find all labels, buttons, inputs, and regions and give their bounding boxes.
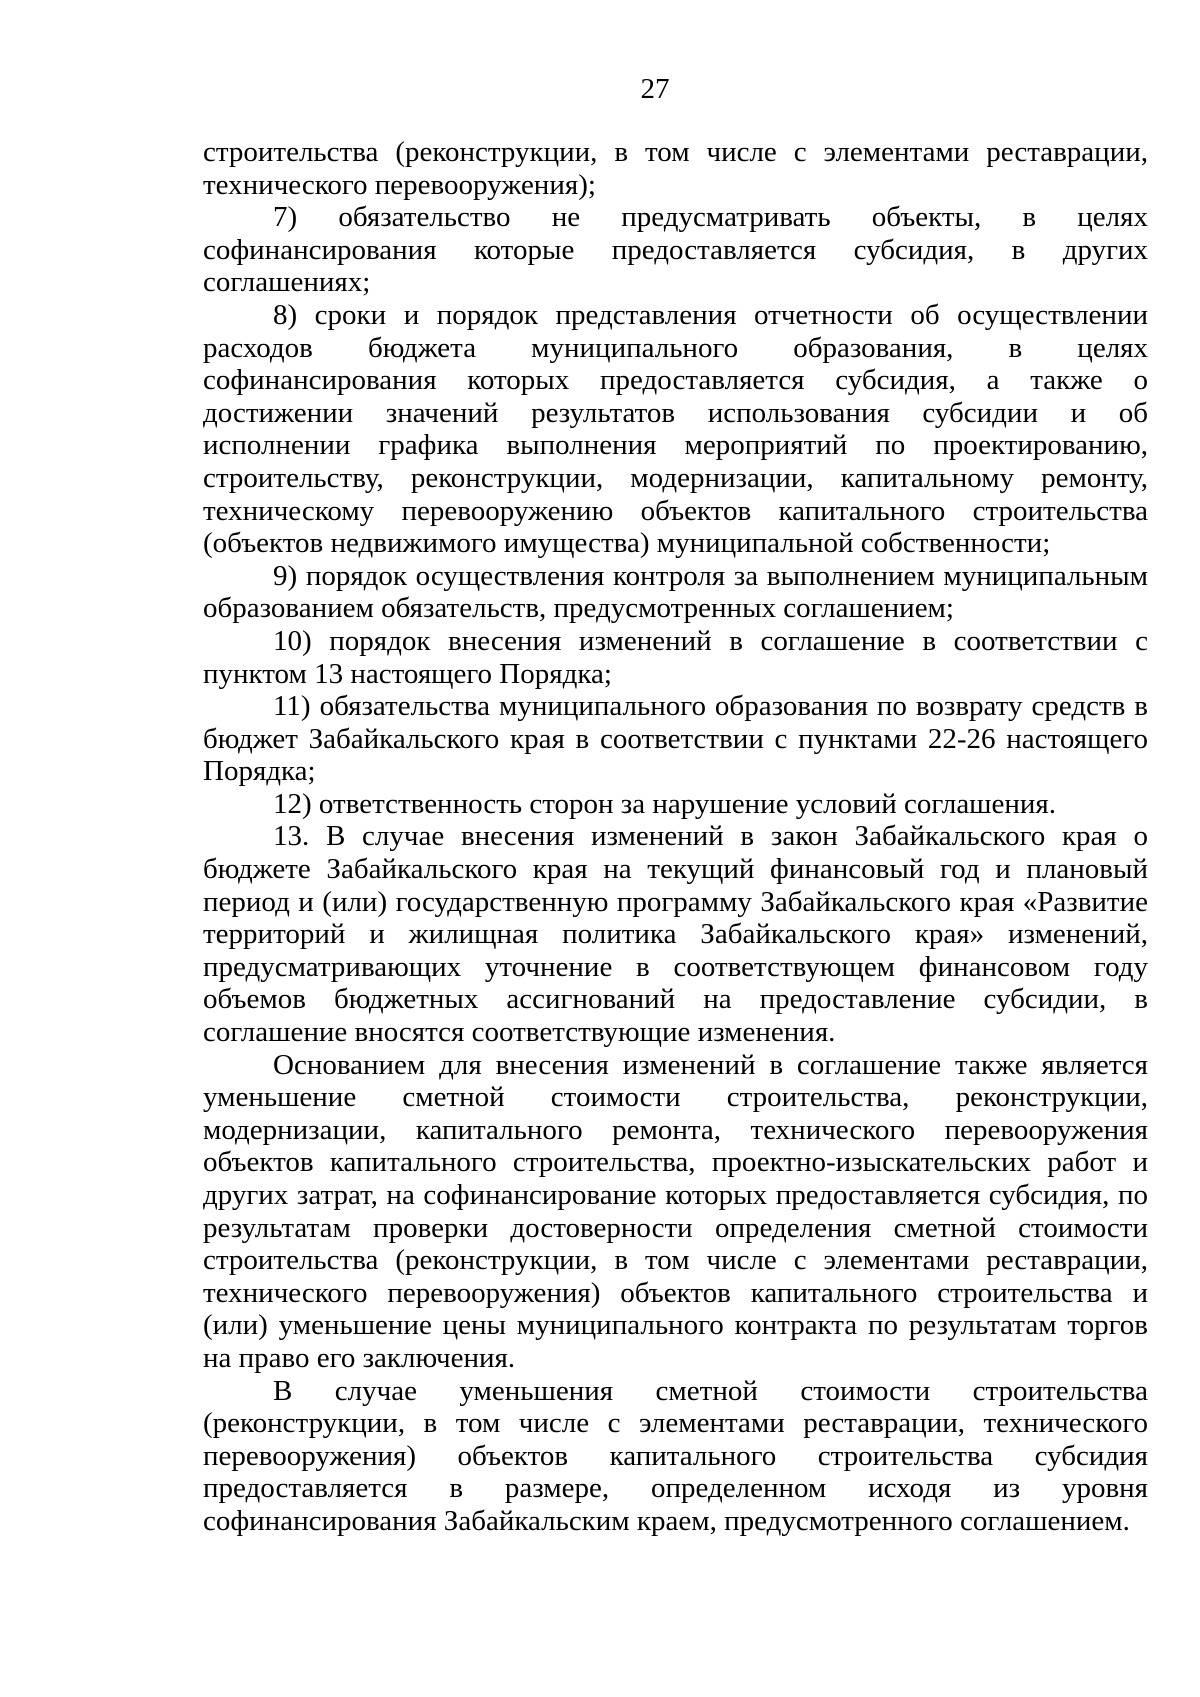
page-number: 27 [640,73,670,105]
paragraph-item-11: 11) обязательства муниципального образования по возврату средств в бюджет Забайкальского края в соответствии с пунктами 22-26 настоящего Порядка; [203,690,1148,788]
paragraph-grounds-for-changes: Основанием для внесения изменений в соглашение также является уменьшение сметной стоимости строительства, реконструкции, модернизации, капитального ремонта, технического перевооружения объектов капитального строительства, проектно-изыскательских работ и других затрат, на софинансирование которых предоставляется субсидия, по результатам проверки достоверности определения сметной стоимости строительства (реконструкции, в том числе с элементами реставрации, технического перевооружения) объектов капитального строительства и (или) уменьшение цены муниципального контракта по результатам торгов на право его заключения. [203,1048,1148,1374]
paragraph-item-9: 9) порядок осуществления контроля за выполнением муниципальным образованием обязательств, предусмотренных соглашением; [203,559,1148,625]
document-body [203,136,1148,1538]
paragraph-item-7: 7) обязательство не предусматривать объекты, в целях софинансирования которые предоставляется субсидия, в других соглашениях; [203,201,1148,299]
paragraph-cost-reduction: В случае уменьшения сметной стоимости строительства (реконструкции, в том числе с элементами реставрации, технического перевооружения) объектов капитального строительства субсидия предоставляется в размере, определенном исходя из уровня софинансирования Забайкальским краем, предусмотренного соглашением. [203,1374,1148,1537]
paragraph-item-12: 12) ответственность сторон за нарушение условий соглашения. [273,787,1057,820]
paragraph-item-10: 10) порядок внесения изменений в соглашение в соответствии с пунктом 13 настоящего Порядка; [203,624,1148,690]
paragraph-item-8: 8) сроки и порядок представления отчетности об осуществлении расходов бюджета муниципального образования, в целях софинансирования которых предоставляется субсидия, а также о достижении значений результатов использования субсидии и об исполнении графика выполнения мероприятий по проектированию, строительству, реконструкции, модернизации, капитальному ремонту, техническому перевооружению объектов капитального строительства (объектов недвижимого имущества) муниципальной собственности; [203,298,1148,560]
paragraph-section-13: 13. В случае внесения изменений в закон Забайкальского края о бюджете Забайкальского края на текущий финансовый год и плановый период и (или) государственную программу Забайкальского края «Развитие территорий и жилищная политика Забайкальского края» изменений, предусматривающих уточнение в соответствующем финансовом году объемов бюджетных ассигнований на предоставление субсидии, в соглашение вносятся соответствующие изменения. [203,820,1148,1049]
paragraph-continuation: строительства (реконструкции, в том числе с элементами реставрации, технического перевооружения); [203,136,1148,201]
